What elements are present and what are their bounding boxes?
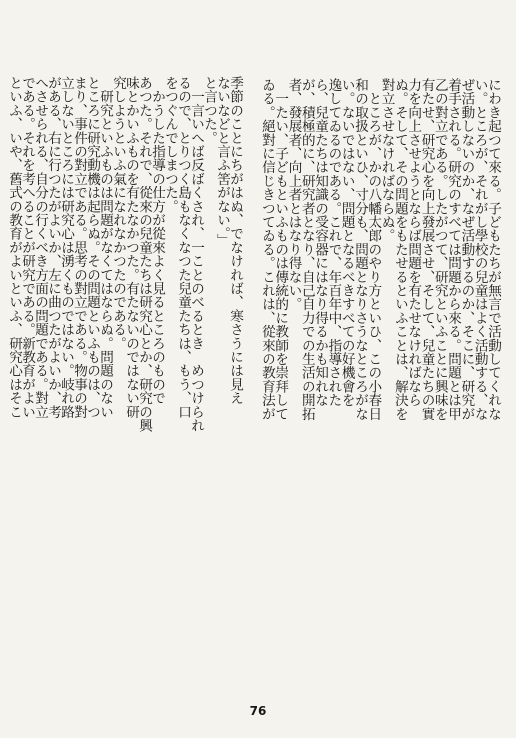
text-column: ゐる。絕對に信じきつてゐる。これは、從來の教育法が	[258, 78, 275, 421]
text-column: い。ところが、それがし學校の兒童はよく活動する、な	[471, 78, 488, 421]
text-column: 一言いへば反ばくされ、一ことのべるとき めつけられ	[188, 76, 204, 433]
text-column: あつた。それで、從來の兒童たちは研究心とか、研究の興	[136, 76, 152, 433]
text-column: ぬ。そして、その問題をもたせるといふことは、解決を	[391, 78, 408, 421]
text-column: 一たい、子どもといふものは傳統的に教師を崇拜して	[272, 78, 289, 421]
text-column: 立しないところには研究心は湧くものではない。岐れ路	[58, 76, 74, 419]
text-column: ないなどと言ふ筈がない。」	[214, 76, 230, 248]
text-column: 力を向上させようとならば問題を有たせなければなら	[405, 78, 422, 407]
text-column: 着手される。研究のすべては問題から來る。問題とは甲	[445, 78, 462, 421]
text-column: へさせられる、自分の行くべき方面の問題である。對立	[32, 76, 48, 419]
text-column: 味とかいふものを有たなかつた。有たないのではない研	[123, 76, 139, 419]
text-column: をつぐんでしまつた。	[162, 76, 178, 213]
text-column: が、積極的に、研究者となり、自己自力での生活の開拓	[298, 78, 315, 421]
text-column: ところが、かの八幡太郎のやり方といひ、この小春日	[365, 78, 382, 421]
text-column: にわき起つて來る。子どもたちが無言で活動してくれな	[485, 78, 501, 421]
text-column: 和の取扱といひ、寸分も、問題となりさうなところがな	[352, 78, 368, 421]
text-column: といふ、いや、舊式の教育がよいといふ、研究心はそこ	[6, 76, 22, 419]
text-column: 者、發展者、向上者とはなり得ない。	[285, 78, 302, 311]
page-number: 76	[249, 704, 267, 718]
text-column: ぜ活動しないのか、なぜ活動するのか、そこに、研究が	[458, 78, 475, 421]
text-column: がある、右に行つたがよいか、左に曲つたがよいか、考	[45, 76, 61, 419]
text-column: ところに研究動機は起らぬ。その問題といふものは、つ	[84, 76, 100, 419]
text-column: 逸してゐるのである。これで、年百年中、指導された	[325, 78, 342, 407]
text-column: かうした指導の仕方が從來よく見るところのもので	[149, 76, 165, 405]
text-column: と言つた。	[201, 76, 217, 145]
text-column: 研究といふものは問題がなくてはならぬ。問題のない	[97, 76, 113, 419]
text-column: である。それを考へることが研究である。新教育がよい	[19, 76, 35, 419]
text-column: 乙の對立である。したがつて、研究といふことに興味を	[431, 78, 448, 421]
text-column: ら、兒童たちは知識の受容器にはなり得るかも知れな	[312, 78, 329, 407]
text-column: まり、事件の對立である。思考の對立である。物事の對	[71, 76, 87, 419]
text-column: 季節のことにちがはぬ、でなければ、寒さうには見え	[227, 76, 243, 405]
text-column: 對立させなければならぬ。	[378, 78, 395, 243]
text-column: 究しようといふ氣になれなかつたのである。	[110, 76, 126, 350]
text-column: い。ないではない、問題となるべきすべての好機會を	[338, 78, 355, 407]
text-column: 有たせ、研究心を向上發展させ、そして、兒童たちの實	[418, 78, 435, 421]
text-column: るので、とりつく島もなくなつた兒童たちは、もう、口	[175, 76, 191, 419]
